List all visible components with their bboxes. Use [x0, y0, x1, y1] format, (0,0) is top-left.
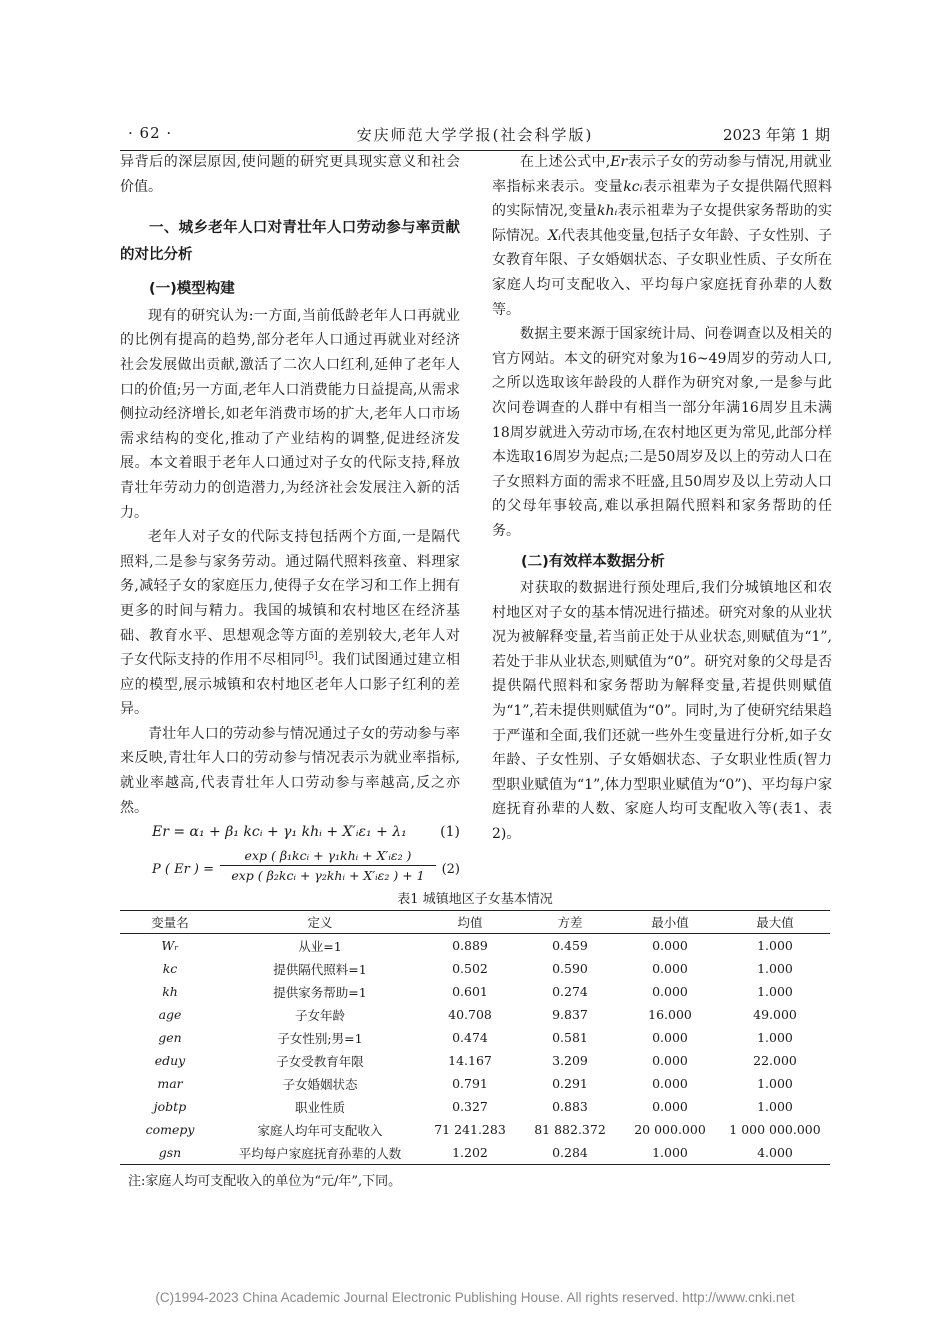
- table-row: [120, 1095, 830, 1118]
- table-caption: 表1 城镇地区子女基本情况: [397, 892, 553, 907]
- table-cell: 1 000 000.000: [729, 1122, 821, 1137]
- table-cell: 1.000: [757, 984, 793, 999]
- table-cell: 职业性质: [294, 1099, 345, 1115]
- paragraph: 现有的研究认为:一方面,当前低龄老年人口再就业的比例有提高的趋势,部分老年人口通过再就业对经济社会发展做出贡献,激活了二次人口红利,延伸了老年人口的价值;另一方面,老年人口消费能力日益提高,从需求侧拉动经济增长,如老年消费市场的扩大,老年人口市场需求结构的变化,推动了产业结构的调整,促进经济发展。本文着眼于老年人口通过对子女的代际支持,释放青壮年劳动力的创造潜力,为经济社会发展注入新的活力。: [120, 307, 460, 521]
- table-cell: 81 882.372: [534, 1122, 606, 1137]
- numerator: exp ( β₁kcᵢ + γ₁khᵢ + X′ᵢε₂ ): [220, 846, 436, 866]
- table-cell: 0.274: [552, 984, 588, 999]
- column-header: 定义: [220, 911, 420, 934]
- table-cell: 从业=1: [298, 938, 342, 954]
- equation-fraction: [220, 846, 436, 885]
- table-note: 注:家庭人均可支配收入的单位为“元/年”,下同。: [128, 1174, 402, 1189]
- paragraph: 在上述公式中,Er表示子女的劳动参与情况,用就业率指标来表示。变量kcᵢ表示祖辈为子女提供隔代照料的实际情况,变量khᵢ表示祖辈为子女提供家务帮助的实际情况。Xᵢ代表其他变量,包括子女年龄、子女性别、子女教育年限、子女婚姻状态、子女职业性质、子女所在家庭人均可支配收入、平均每户家庭抚育孙辈的人数等。: [492, 154, 833, 318]
- subsection-heading: (一)模型构建: [149, 281, 235, 298]
- data-table: [120, 910, 830, 1165]
- issue-label: 2023 年第 1 期: [722, 126, 830, 144]
- table-cell: 0.000: [652, 1053, 688, 1068]
- table-cell: 16.000: [648, 1007, 692, 1022]
- running-header: [120, 118, 830, 151]
- variable-name-cell: kh: [162, 984, 178, 999]
- column-header: 最小值: [620, 911, 720, 934]
- variable-name-cell: kc: [162, 961, 178, 976]
- table-cell: 子女受教育年限: [276, 1053, 364, 1069]
- column-header: 均值: [420, 911, 520, 934]
- table-cell: 0.000: [652, 984, 688, 999]
- table-cell: 0.000: [652, 1099, 688, 1114]
- equation-body: Er = α₁ + β₁ kcᵢ + γ₁ khᵢ + X′ᵢε₁ + λ₁: [152, 824, 407, 841]
- column-header: 方差: [520, 911, 620, 934]
- table-row: [120, 980, 830, 1003]
- equation-lhs: P ( Er ) =: [152, 862, 215, 878]
- table-cell: 1.000: [757, 1099, 793, 1114]
- table-cell: 1.000: [652, 1145, 688, 1160]
- table-cell: 平均每户家庭抚育孙辈的人数: [238, 1145, 402, 1161]
- table-cell: 子女性别;男=1: [277, 1030, 363, 1046]
- table-row: [120, 957, 830, 980]
- right-column: [492, 150, 832, 847]
- table-cell: 子女年龄: [294, 1007, 345, 1023]
- table-cell: 49.000: [753, 1007, 797, 1022]
- variable-name-cell: gen: [158, 1030, 182, 1045]
- table-header-row: [120, 911, 830, 934]
- table-cell: 1.000: [757, 1030, 793, 1045]
- copyright-footer: (C)1994-2023 China Academic Journal Electronic Publishing House. All rights reserved. http://www.cnki.net: [155, 1290, 795, 1305]
- table-cell: 0.883: [552, 1099, 588, 1114]
- table-cell: 9.837: [552, 1007, 588, 1022]
- table-cell: 0.459: [552, 938, 588, 953]
- table-row: [120, 1141, 830, 1165]
- table-cell: 提供隔代照料=1: [273, 961, 367, 977]
- table-cell: 0.601: [452, 984, 488, 999]
- equation-number: (1): [440, 824, 460, 841]
- table-cell: 0.000: [652, 1076, 688, 1091]
- section-heading: 一、城乡老年人口对青壮年人口劳动参与率贡献的对比分析: [120, 220, 460, 264]
- citation-ref[interactable]: [5]: [304, 651, 318, 662]
- journal-title: 安庆师范大学学报(社会科学版): [356, 126, 594, 144]
- paragraph: 异背后的深层原因,使问题的研究更具现实意义和社会价值。: [120, 154, 460, 195]
- table-row: [120, 1026, 830, 1049]
- table-cell: 0.474: [452, 1030, 488, 1045]
- table-row: [120, 1118, 830, 1141]
- column-header: 变量名: [120, 911, 220, 934]
- table-cell: 家庭人均年可支配收入: [257, 1122, 383, 1138]
- table-cell: 0.502: [452, 961, 488, 976]
- table-cell: 71 241.283: [434, 1122, 506, 1137]
- equation-2: [120, 846, 460, 890]
- table-cell: 子女婚姻状态: [282, 1076, 358, 1092]
- table-cell: 20 000.000: [634, 1122, 706, 1137]
- table-cell: 4.000: [757, 1145, 793, 1160]
- table-cell: 0.000: [652, 1030, 688, 1045]
- column-header: 最大值: [720, 911, 830, 934]
- table-cell: 0.291: [552, 1076, 588, 1091]
- variable-name-cell: gsn: [158, 1145, 182, 1160]
- table-cell: 22.000: [753, 1053, 797, 1068]
- paragraph: 青壮年人口的劳动参与情况通过子女的劳动参与率来反映,青壮年人口的劳动参与情况表示为就业率指标,就业率越高,代表青壮年人口劳动参与率越高,反之亦然。: [120, 725, 460, 816]
- page-number: · 62 ·: [128, 124, 173, 142]
- table-cell: 0.000: [652, 961, 688, 976]
- denominator: exp ( β₂kcᵢ + γ₂khᵢ + X′ᵢε₂ ) + 1: [231, 868, 425, 884]
- variable-name-cell: comepy: [145, 1122, 195, 1137]
- variable-name-cell: eduy: [154, 1053, 186, 1068]
- table-row: [120, 934, 830, 958]
- table-cell: 14.167: [448, 1053, 492, 1068]
- left-column: [120, 150, 460, 890]
- equation-1: [120, 820, 460, 844]
- equation-number: (2): [441, 862, 460, 878]
- table-cell: 1.000: [757, 1076, 793, 1091]
- table-cell: 1.202: [452, 1145, 488, 1160]
- table-cell: 0.791: [452, 1076, 488, 1091]
- table-cell: 0.889: [452, 938, 488, 953]
- variable-name-cell: jobtp: [153, 1099, 187, 1114]
- table-cell: 0.327: [452, 1099, 488, 1114]
- variable-name-cell: age: [158, 1007, 182, 1022]
- table-cell: 0.284: [552, 1145, 588, 1160]
- variable-name-cell: mar: [157, 1076, 183, 1091]
- table-cell: 提供家务帮助=1: [273, 984, 367, 1000]
- table-row: [120, 1003, 830, 1026]
- variable-name-cell: Wᵣ: [161, 938, 179, 953]
- table-cell: 3.209: [552, 1053, 588, 1068]
- table-row: [120, 1049, 830, 1072]
- table-cell: 40.708: [448, 1007, 492, 1022]
- paragraph: 数据主要来源于国家统计局、问卷调查以及相关的官方网站。本文的研究对象为16~49周岁的劳动人口,之所以选取该年龄段的人群作为研究对象,一是参与此次问卷调查的人群中有相当一部分年满16周岁且未满18周岁就进入劳动市场,在农村地区更为常见,此部分样本选取16周岁为起点;二是50周岁及以上的劳动人口在子女照料方面的需求不旺盛,且50周岁及以上劳动人口的父母年事较高,难以承担隔代照料和家务帮助的任务。: [492, 326, 832, 539]
- table-cell: 1.000: [757, 938, 793, 953]
- table-cell: 0.000: [652, 938, 688, 953]
- table-row: [120, 1072, 830, 1095]
- paragraph: 对获取的数据进行预处理后,我们分城镇地区和农村地区对子女的基本情况进行描述。研究对象的从业状况为被解释变量,若当前正处于从业状态,则赋值为“1”,若处于非从业状态,则赋值为“0”。研究对象的父母是否提供隔代照料和家务帮助为解释变量,若提供则赋值为“1”,若未提供则赋值为“0”。同时,为了使研究结果趋于严谨和全面,我们还就一些外生变量进行分析,如子女年龄、子女性别、子女婚姻状态、子女职业性质(智力型职业赋值为“1”,体力型职业赋值为“0”)、平均每户家庭抚育孙辈的人数、家庭人均可支配收入等(表1、表2)。: [492, 580, 832, 843]
- subsection-heading: (二)有效样本数据分析: [521, 553, 665, 570]
- table-cell: 0.590: [552, 961, 588, 976]
- table-cell: 1.000: [757, 961, 793, 976]
- paragraph: 老年人对子女的代际支持包括两个方面,一是隔代照料,二是参与家务劳动。通过隔代照料孩童、料理家务,减轻子女的家庭压力,使得子女在学习和工作上拥有更多的时间与精力。我国的城镇和农村地区在经济基础、教育水平、思想观念等方面的差别较大,老年人对子女代际支持的作用不尽相同[5]。我们试图通过建立相应的模型,展示城镇和农村地区老年人口影子红利的差异。: [120, 529, 461, 718]
- table-cell: 0.581: [552, 1030, 588, 1045]
